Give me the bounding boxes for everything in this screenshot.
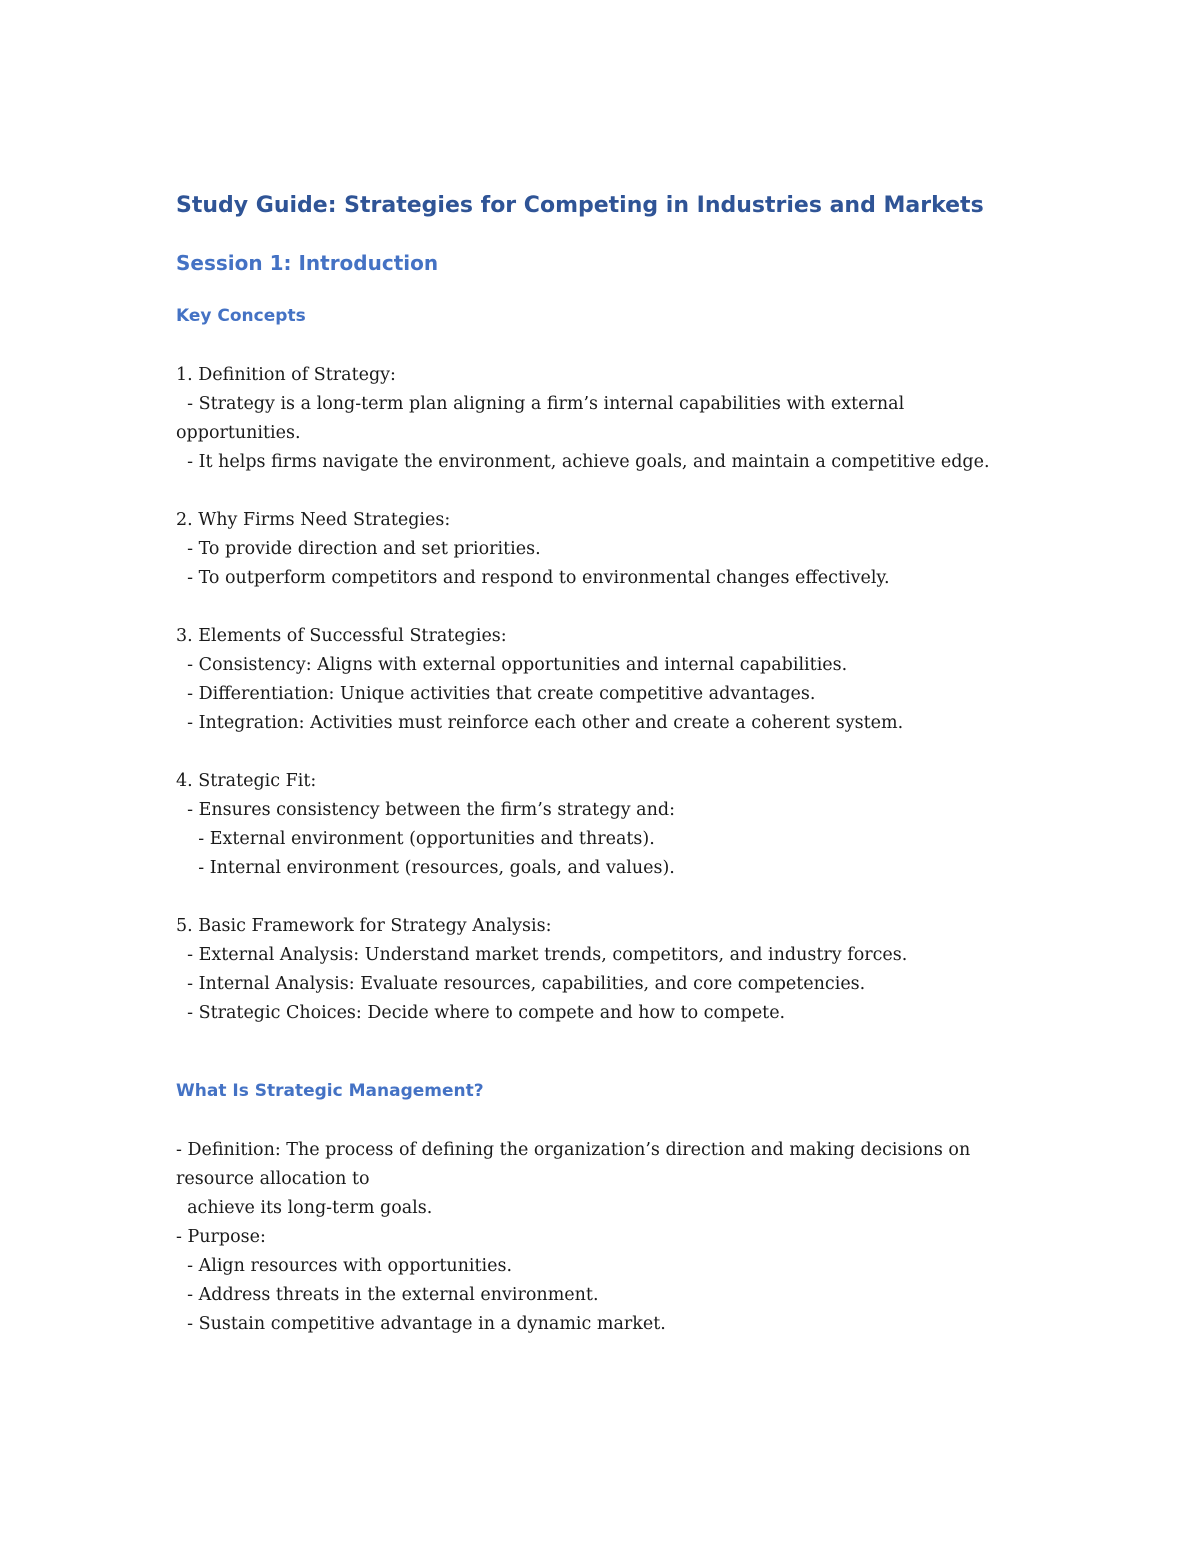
- document-title: Study Guide: Strategies for Competing in Industries and Markets: [176, 193, 984, 218]
- session-heading: Session 1: Introduction: [176, 251, 439, 275]
- concept-line: - Strategic Choices: Decide where to compete and how to compete.: [176, 1003, 786, 1023]
- paragraph-line: resource allocation to: [176, 1169, 370, 1189]
- concept-heading: 2. Why Firms Need Strategies:: [176, 510, 451, 530]
- concept-heading: 1. Definition of Strategy:: [176, 365, 396, 385]
- concept-line: - Strategy is a long-term plan aligning a firm’s internal capabilities with external: [176, 394, 905, 414]
- paragraph-line: - Sustain competitive advantage in a dynamic market.: [176, 1314, 666, 1334]
- concept-line: - To outperform competitors and respond to environmental changes effectively.: [176, 568, 890, 588]
- concept-line: - Integration: Activities must reinforce each other and create a coherent system.: [176, 713, 904, 733]
- concept-line: - Internal environment (resources, goals, and values).: [176, 858, 675, 878]
- concept-line: - It helps firms navigate the environment, achieve goals, and maintain a competitive edge.: [176, 452, 990, 472]
- concept-heading: 5. Basic Framework for Strategy Analysis:: [176, 916, 552, 936]
- paragraph-line: - Purpose:: [176, 1227, 266, 1247]
- paragraph-line: - Address threats in the external environment.: [176, 1285, 599, 1305]
- concept-line: - Differentiation: Unique activities that create competitive advantages.: [176, 684, 816, 704]
- paragraph-line: - Definition: The process of defining the organization’s direction and making decisions on: [176, 1140, 971, 1160]
- key-concepts-heading: Key Concepts: [176, 306, 306, 326]
- concept-line: - To provide direction and set priorities.: [176, 539, 541, 559]
- concept-line: - Consistency: Aligns with external opportunities and internal capabilities.: [176, 655, 848, 675]
- concept-line: - External Analysis: Understand market trends, competitors, and industry forces.: [176, 945, 908, 965]
- concept-line: opportunities.: [176, 423, 301, 443]
- paragraph-line: achieve its long-term goals.: [176, 1198, 433, 1218]
- strategic-management-heading: What Is Strategic Management?: [176, 1081, 484, 1101]
- concept-line: - External environment (opportunities and threats).: [176, 829, 655, 849]
- concept-heading: 4. Strategic Fit:: [176, 771, 317, 791]
- concept-line: - Internal Analysis: Evaluate resources, capabilities, and core competencies.: [176, 974, 866, 994]
- concept-heading: 3. Elements of Successful Strategies:: [176, 626, 507, 646]
- paragraph-line: - Align resources with opportunities.: [176, 1256, 513, 1276]
- concept-line: - Ensures consistency between the firm’s strategy and:: [176, 800, 675, 820]
